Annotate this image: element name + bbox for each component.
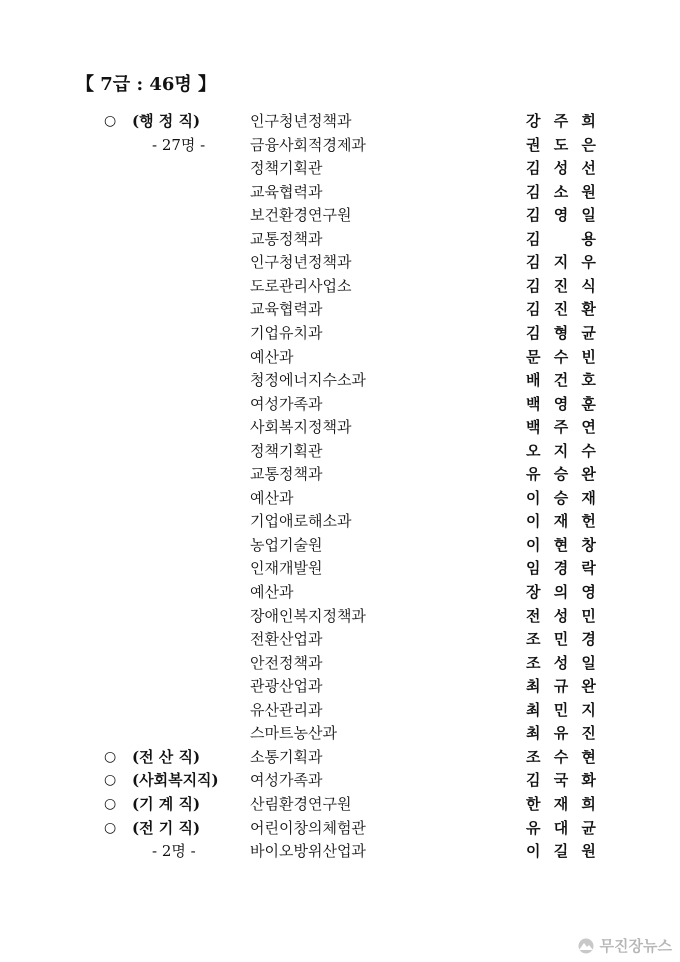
- person-name: 조 수 현: [526, 747, 600, 766]
- list-item: [0, 675, 680, 698]
- list-item: [0, 322, 680, 345]
- category-count: - 2명 -: [152, 842, 196, 861]
- department: 안전정책과: [250, 653, 323, 672]
- department: 장애인복지정책과: [250, 606, 366, 625]
- person-name: 조 성 일: [526, 653, 600, 672]
- person-name: 장 의 영: [526, 583, 600, 601]
- department: 교통정책과: [250, 229, 323, 248]
- department: 인구청년정책과: [250, 112, 352, 130]
- department: 교육협력과: [250, 300, 323, 319]
- list-item: [0, 793, 680, 816]
- person-name: 최 규 완: [526, 677, 600, 696]
- list-item: [0, 699, 680, 722]
- list-item: [0, 393, 680, 416]
- list-item: [0, 228, 680, 251]
- list-item: [0, 605, 680, 628]
- department: 소통기획과: [250, 747, 323, 766]
- person-name: 이 현 창: [526, 535, 600, 554]
- job-category: (전 산 직): [132, 747, 201, 766]
- department: 예산과: [250, 347, 294, 366]
- list-item: [0, 157, 680, 180]
- person-name: 이 길 원: [526, 842, 600, 861]
- person-name: 김 용: [526, 229, 600, 248]
- person-name: 김 성 선: [526, 159, 600, 178]
- list-item: [0, 251, 680, 274]
- department: 정책기획관: [250, 441, 323, 460]
- department: 교육협력과: [250, 182, 323, 201]
- department: 보건환경연구원: [250, 206, 352, 225]
- list-item: [0, 298, 680, 321]
- list-item: [0, 817, 680, 840]
- list-item: [0, 581, 680, 604]
- department: 사회복지정책과: [250, 418, 352, 437]
- person-name: 임 경 락: [526, 559, 600, 578]
- department: 기업애로해소과: [250, 512, 352, 531]
- department: 인재개발원: [250, 559, 323, 578]
- person-name: 이 승 재: [526, 488, 600, 507]
- list-item: [0, 510, 680, 533]
- person-name: 오 지 수: [526, 441, 600, 460]
- department: 어린이창의체험관: [250, 818, 366, 837]
- department: 바이오방위산업과: [250, 842, 366, 861]
- bullet-icon: ○: [104, 795, 117, 812]
- list-item: [0, 722, 680, 745]
- list-item: [0, 346, 680, 369]
- job-category: (전 기 직): [132, 818, 201, 837]
- list-item: [0, 440, 680, 463]
- person-name: 김 소 원: [526, 182, 600, 201]
- person-name: 김 영 일: [526, 206, 600, 225]
- category-count: - 27명 -: [152, 135, 206, 154]
- list-item: [0, 416, 680, 439]
- person-name: 최 민 지: [526, 700, 600, 719]
- list-item: [0, 134, 680, 157]
- person-name: 백 영 훈: [526, 394, 600, 413]
- department: 금융사회적경제과: [250, 135, 366, 154]
- person-name: 김 진 환: [526, 300, 600, 319]
- watermark: [576, 935, 672, 956]
- list-item: [0, 110, 680, 133]
- department: 유산관리과: [250, 700, 323, 719]
- person-name: 문 수 빈: [526, 347, 600, 366]
- department: 여성가족과: [250, 771, 323, 790]
- department: 도로관리사업소: [250, 276, 352, 295]
- person-name: 배 건 호: [526, 371, 600, 390]
- person-name: 권 도 은: [526, 135, 600, 154]
- department: 청정에너지수소과: [250, 371, 366, 390]
- list-item: [0, 628, 680, 651]
- department: 교통정책과: [250, 465, 323, 484]
- department: 관광산업과: [250, 677, 323, 696]
- department: 예산과: [250, 488, 294, 507]
- person-name: 최 유 진: [526, 724, 600, 743]
- list-item: [0, 204, 680, 227]
- list-item: [0, 652, 680, 675]
- department: 농업기술원: [250, 535, 323, 554]
- list-item: [0, 487, 680, 510]
- department: 정책기획관: [250, 159, 323, 178]
- mountain-logo-icon: [576, 938, 596, 954]
- person-name: 한 재 희: [526, 794, 600, 813]
- person-name: 김 국 화: [526, 771, 600, 790]
- bullet-icon: ○: [104, 748, 117, 765]
- list-item: [0, 181, 680, 204]
- department: 여성가족과: [250, 394, 323, 413]
- list-item: [0, 769, 680, 792]
- job-category: (기 계 직): [132, 794, 201, 813]
- person-name: 유 승 완: [526, 465, 600, 484]
- person-name: 김 지 우: [526, 253, 600, 272]
- person-name: 김 진 식: [526, 276, 600, 295]
- department: 산림환경연구원: [250, 794, 352, 813]
- person-name: 이 재 헌: [526, 512, 600, 531]
- department: 스마트농산과: [250, 724, 337, 743]
- person-name: 전 성 민: [526, 606, 600, 625]
- person-name: 강 주 희: [526, 112, 600, 130]
- person-name: 백 주 연: [526, 418, 600, 437]
- list-item: [0, 463, 680, 486]
- job-category: (사회복지직): [132, 771, 219, 790]
- person-name: 조 민 경: [526, 630, 600, 649]
- list-item: [0, 275, 680, 298]
- department: 예산과: [250, 583, 294, 601]
- list-item: [0, 369, 680, 392]
- page-title: 【 7급 : 46명 】: [76, 74, 217, 95]
- job-category: (행 정 직): [132, 112, 201, 130]
- list-item: [0, 534, 680, 557]
- list-item: [0, 746, 680, 769]
- list-item: [0, 840, 680, 863]
- department: 인구청년정책과: [250, 253, 352, 272]
- department: 전환산업과: [250, 630, 323, 649]
- list-item: [0, 557, 680, 580]
- bullet-icon: ○: [104, 819, 117, 836]
- department: 기업유치과: [250, 323, 323, 342]
- bullet-icon: ○: [104, 113, 117, 129]
- person-name: 유 대 균: [526, 818, 600, 837]
- bullet-icon: ○: [104, 772, 117, 789]
- watermark-text: 무진장뉴스: [599, 937, 672, 955]
- person-name: 김 형 균: [526, 323, 600, 342]
